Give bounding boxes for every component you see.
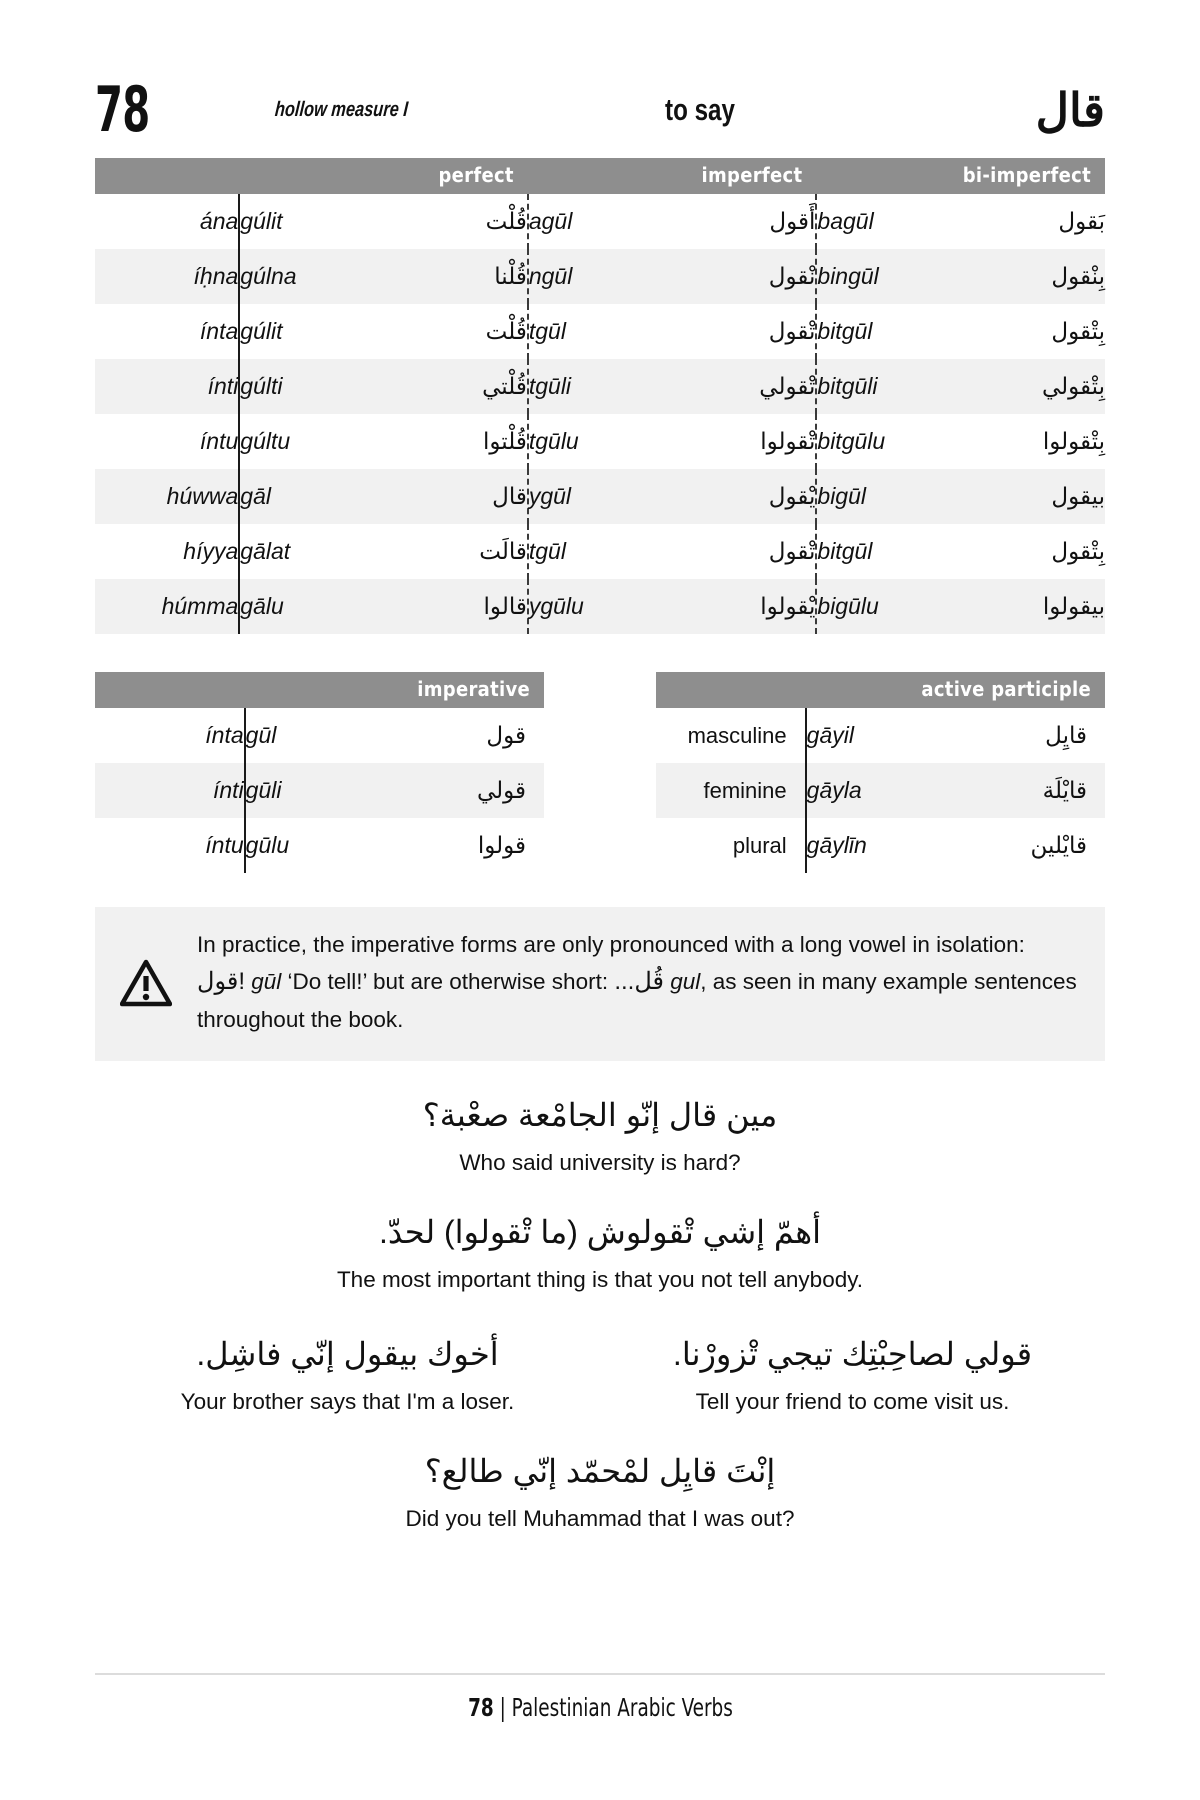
imperative-table-wrap bbox=[95, 672, 544, 873]
table-row bbox=[95, 708, 544, 763]
conjugation-table bbox=[95, 158, 1105, 634]
example-arabic: أخوك بيقول إنّي فاشِل. bbox=[196, 1335, 499, 1372]
note-translit-1: gūl bbox=[244, 969, 282, 995]
example-english: The most important thing is that you not tell anybody. bbox=[336, 1267, 864, 1293]
cell-bi-imperfect-translit: bagūl bbox=[816, 194, 960, 249]
cell-pronoun: ínta bbox=[95, 708, 245, 763]
table-row bbox=[95, 194, 1105, 249]
cell-imperative-arabic: قولوا bbox=[477, 832, 526, 859]
table-row bbox=[95, 414, 1105, 469]
cell-imperfect-arabic: نْقول bbox=[672, 249, 816, 304]
cell-imperfect-translit: tgūli bbox=[528, 359, 672, 414]
cell-pronoun: íntu bbox=[95, 414, 239, 469]
cell-perfect-arabic: قُلْتي bbox=[384, 359, 528, 414]
example-english: Tell your friend to come visit us. bbox=[695, 1388, 1010, 1414]
cell-perfect-translit: gúltu bbox=[240, 428, 291, 454]
footer-inner bbox=[468, 1693, 733, 1722]
participle-table-wrap bbox=[656, 672, 1105, 873]
note-part-3: , as seen in many example sentences throughout the book. bbox=[197, 969, 1077, 1033]
cell-perfect-translit: gúlit bbox=[240, 208, 283, 234]
footer-page-number: 78 bbox=[467, 1693, 494, 1722]
cell-gender-label: feminine bbox=[656, 763, 806, 818]
cell-imperfect-arabic: يْقول bbox=[672, 469, 816, 524]
cell-imperfect-translit: ygūlu bbox=[528, 579, 672, 634]
example-2 bbox=[95, 1208, 1105, 1296]
cell-pronoun: ínta bbox=[95, 304, 239, 359]
cell-participle-arabic: قايْلين bbox=[1030, 832, 1087, 859]
header-imperative: imperative bbox=[245, 672, 544, 708]
cell-pronoun: ínti bbox=[95, 359, 239, 414]
header-imperfect: imperfect bbox=[528, 158, 817, 194]
example-pair-row bbox=[95, 1330, 1105, 1418]
cell-imperative-translit: gūl bbox=[245, 722, 277, 748]
cell-participle-translit: gāyil bbox=[806, 722, 854, 748]
cell-pronoun: híyya bbox=[95, 524, 239, 579]
table-row bbox=[656, 818, 1105, 873]
cell-participle-translit: gāylīn bbox=[806, 832, 867, 858]
example-arabic: مين قال إنّو الجامْعة صعْبة؟ bbox=[422, 1096, 778, 1133]
practice-note bbox=[95, 907, 1105, 1061]
note-arabic-1: قول! bbox=[197, 968, 245, 996]
cell-participle-arabic: قايْلَة bbox=[955, 763, 1105, 818]
cell-imperfect-arabic: تْقولي bbox=[672, 359, 816, 414]
example-arabic: قولي لصاحِبْتِك تيجي تْزورْنا. bbox=[672, 1335, 1033, 1372]
cell-pronoun: húwwa bbox=[95, 469, 239, 524]
cell-bi-imperfect-translit: bitgūl bbox=[816, 524, 960, 579]
table-row bbox=[95, 359, 1105, 414]
cell-imperfect-translit: tgūl bbox=[528, 304, 672, 359]
imperative-table-header-row bbox=[95, 672, 544, 708]
cell-bi-imperfect-translit: bigūl bbox=[816, 469, 960, 524]
table-row bbox=[95, 524, 1105, 579]
table-row bbox=[95, 469, 1105, 524]
cell-imperfect-arabic: تْقول bbox=[768, 318, 816, 345]
cell-imperfect-arabic: يْقولوا bbox=[672, 579, 816, 634]
cell-bi-imperfect-translit: bitgūli bbox=[816, 359, 960, 414]
cell-perfect-translit: gúlit bbox=[240, 318, 283, 344]
footer-separator: | bbox=[493, 1693, 512, 1722]
cell-gender-label: plural bbox=[656, 818, 806, 873]
cell-bi-imperfect-arabic: بِتْقول bbox=[1051, 538, 1105, 565]
note-arabic-2: ...قُل bbox=[614, 968, 664, 996]
warning-triangle-icon bbox=[117, 959, 175, 1007]
conjugation-table-header-row bbox=[95, 158, 1105, 194]
verb-arabic-headword: قال bbox=[1035, 83, 1105, 136]
participle-table-header-row bbox=[656, 672, 1105, 708]
cell-bi-imperfect-arabic: بِتْقول bbox=[1051, 318, 1105, 345]
cell-imperfect-translit: tgūlu bbox=[528, 414, 672, 469]
cell-pronoun: ínti bbox=[95, 763, 245, 818]
cell-imperative-translit: gūli bbox=[245, 763, 395, 818]
cell-perfect-translit: gālat bbox=[240, 538, 291, 564]
header-bi-imperfect: bi-imperfect bbox=[816, 158, 1105, 194]
imperative-table bbox=[95, 672, 544, 873]
cell-bi-imperfect-arabic: بِتْقولي bbox=[961, 359, 1105, 414]
cell-perfect-arabic: قُلْت bbox=[485, 318, 527, 345]
cell-imperfect-translit: tgūl bbox=[528, 524, 672, 579]
active-participle-table bbox=[656, 672, 1105, 873]
footer-book-title: Palestinian Arabic Verbs bbox=[511, 1693, 733, 1722]
example-3 bbox=[95, 1330, 600, 1418]
cell-pronoun: húmma bbox=[95, 579, 239, 634]
header-active-participle: active participle bbox=[806, 672, 1105, 708]
cell-bi-imperfect-arabic: بَقول bbox=[1058, 208, 1105, 235]
cell-perfect-translit: gāl bbox=[239, 469, 383, 524]
cell-bi-imperfect-arabic: بِنْقول bbox=[961, 249, 1105, 304]
cell-pronoun: íḥna bbox=[95, 249, 239, 304]
cell-bi-imperfect-translit: bigūlu bbox=[816, 579, 960, 634]
example-1 bbox=[95, 1091, 1105, 1179]
example-english: Did you tell Muhammad that I was out? bbox=[405, 1506, 795, 1532]
example-4 bbox=[600, 1330, 1105, 1418]
table-row bbox=[95, 818, 544, 873]
cell-imperfect-translit: ngūl bbox=[528, 249, 672, 304]
verb-measure-label: hollow measure I bbox=[274, 98, 409, 121]
verb-number: 78 bbox=[95, 73, 150, 146]
cell-perfect-arabic: قالوا bbox=[384, 579, 528, 634]
cell-perfect-translit: gúlti bbox=[239, 359, 383, 414]
example-sentences bbox=[95, 1091, 1105, 1535]
cell-perfect-arabic: قالَت bbox=[479, 538, 527, 565]
page-footer bbox=[95, 1673, 1105, 1722]
note-translit-2: gul bbox=[664, 969, 701, 995]
cell-bi-imperfect-translit: bitgūlu bbox=[816, 414, 960, 469]
cell-bi-imperfect-translit: bitgūl bbox=[816, 304, 960, 359]
example-english: Your brother says that I'm a loser. bbox=[180, 1388, 515, 1414]
cell-perfect-arabic: قال bbox=[384, 469, 528, 524]
secondary-tables bbox=[95, 672, 1105, 873]
cell-bi-imperfect-arabic: بِتْقولوا bbox=[1042, 428, 1105, 455]
table-row bbox=[656, 763, 1105, 818]
note-part-1: In practice, the imperative forms are only pronounced with a long vowel in isolation: bbox=[197, 932, 1025, 957]
header-spacer bbox=[656, 672, 806, 708]
cell-imperative-translit: gūlu bbox=[245, 832, 290, 858]
table-row bbox=[656, 708, 1105, 763]
example-5 bbox=[95, 1447, 1105, 1535]
cell-perfect-arabic: قُلْتوا bbox=[483, 428, 527, 455]
table-row bbox=[95, 304, 1105, 359]
header-pronoun bbox=[95, 158, 239, 194]
cell-perfect-arabic: قُلْت bbox=[485, 208, 527, 235]
cell-imperfect-arabic: تْقولوا bbox=[760, 428, 816, 455]
cell-perfect-arabic: قُلْنا bbox=[384, 249, 528, 304]
page-header bbox=[95, 0, 1105, 150]
cell-participle-translit: gāyla bbox=[806, 763, 956, 818]
cell-bi-imperfect-arabic: بيقول bbox=[961, 469, 1105, 524]
table-row bbox=[95, 579, 1105, 634]
example-arabic: أهمّ إشي تْقولوش (ما تْقولوا) لحدّ. bbox=[379, 1214, 821, 1251]
cell-imperative-arabic: قولي bbox=[394, 763, 544, 818]
cell-imperfect-arabic: أَقول bbox=[769, 208, 816, 235]
note-part-2: ‘Do tell!’ but are otherwise short: bbox=[281, 969, 615, 995]
cell-pronoun: ána bbox=[95, 194, 239, 249]
cell-imperfect-arabic: تْقول bbox=[768, 538, 816, 565]
table-row bbox=[95, 249, 1105, 304]
cell-perfect-translit: gālu bbox=[239, 579, 383, 634]
header-perfect: perfect bbox=[239, 158, 528, 194]
verb-meaning: to say bbox=[665, 92, 735, 127]
cell-participle-arabic: قايِل bbox=[1045, 722, 1087, 749]
table-row bbox=[95, 763, 544, 818]
cell-pronoun: íntu bbox=[95, 818, 245, 873]
cell-bi-imperfect-translit: bingūl bbox=[816, 249, 960, 304]
cell-gender-label: masculine bbox=[656, 708, 806, 763]
cell-bi-imperfect-arabic: بيقولوا bbox=[961, 579, 1105, 634]
practice-note-text bbox=[197, 927, 1079, 1039]
cell-imperfect-translit: agūl bbox=[528, 194, 672, 249]
cell-imperfect-translit: ygūl bbox=[528, 469, 672, 524]
example-english: Who said university is hard? bbox=[459, 1149, 741, 1175]
cell-perfect-translit: gúlna bbox=[239, 249, 383, 304]
example-arabic: إنْتَ قايِل لمْحمّد إنّي طالع؟ bbox=[424, 1453, 776, 1490]
header-spacer bbox=[95, 672, 245, 708]
cell-imperative-arabic: قول bbox=[486, 722, 526, 749]
